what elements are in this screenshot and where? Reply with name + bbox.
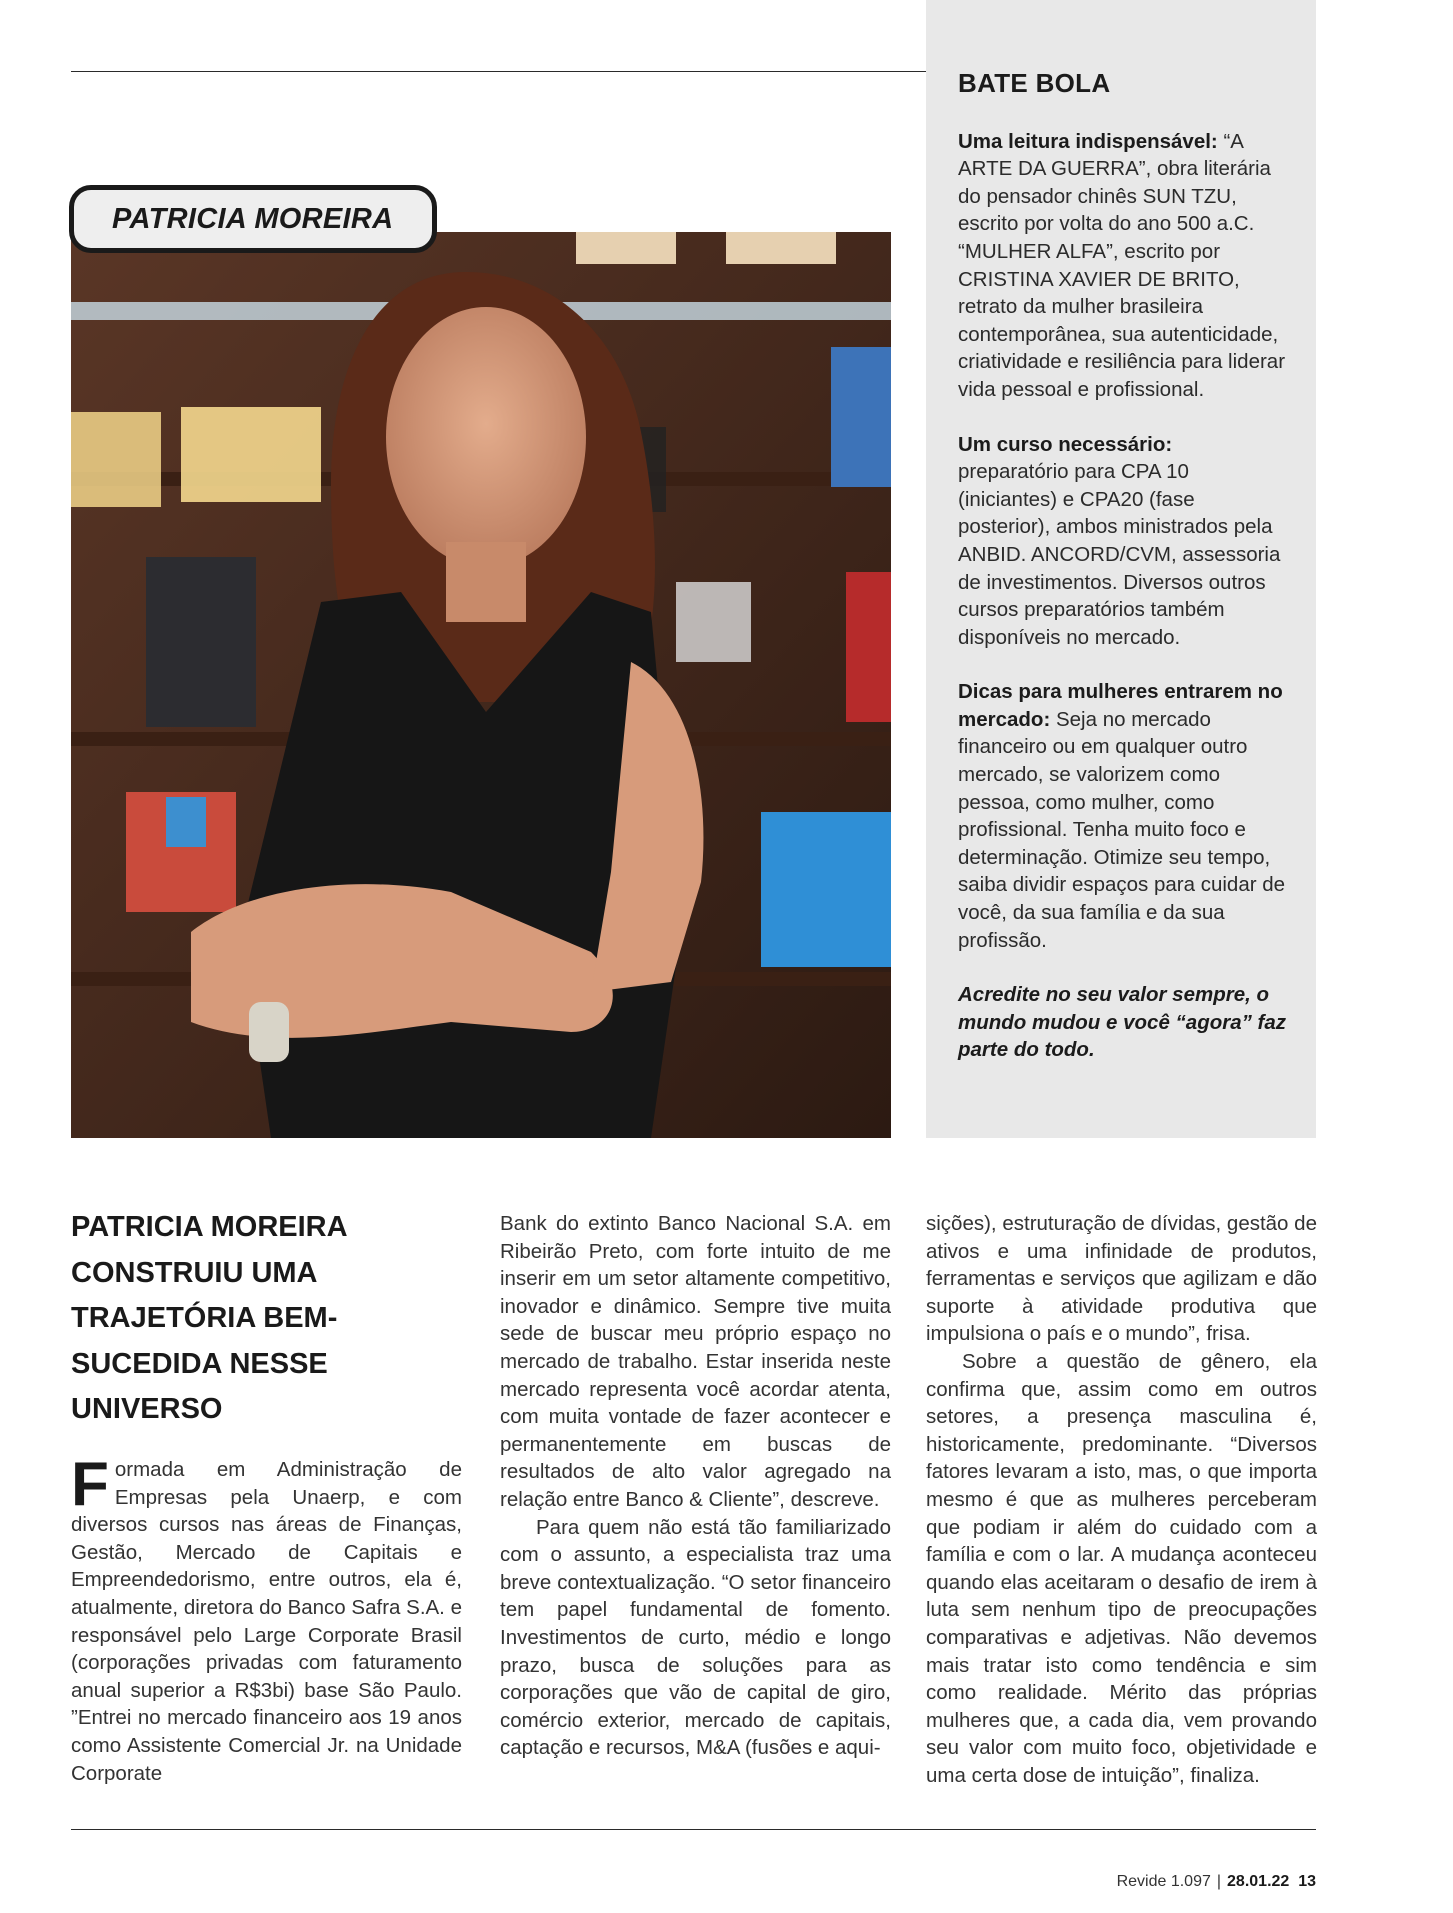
sidebar-item-tips: Dicas para mulheres entrarem no mercado: Seja no mercado financeiro ou em qualquer outro mercado, se valorizem como pessoa, como mulher, como profissional. Tenha muito foco e determinação. Otimize seu tempo, saiba dividir espaços para cuidar de você, da sua família e da sua profissão. xyxy=(958,680,1286,952)
sidebar-item-course: Um curso necessário: preparatório para CPA 10 (iniciantes) e CPA20 (fase posterior), ambos ministrados pela ANBID. ANCORD/CVM, assessoria de investimentos. Diversos outros cursos preparatórios também disponíveis no mercado. xyxy=(958,432,1281,649)
article-column-1 xyxy=(71,1450,462,1787)
sidebar-title: BATE BOLA xyxy=(958,68,1111,98)
page-number: 13 xyxy=(1298,1873,1316,1890)
portrait-photo xyxy=(71,232,891,1138)
issue-date: 28.01.22 xyxy=(1227,1873,1290,1890)
article-headline: PATRICIA MOREIRA CONSTRUIU UMA TRAJETÓRIA BEM-SUCEDIDA NESSE UNIVERSO xyxy=(71,1211,347,1425)
bottom-rule xyxy=(71,1829,1316,1830)
article-column-3 xyxy=(926,1210,1317,1789)
sidebar-closing-quote: Acredite no seu valor sempre, o mundo mudou e você “agora” faz parte do todo. xyxy=(958,983,1287,1062)
article-paragraph: sições), estruturação de dívidas, gestão de ativos e uma infinidade de produtos, ferramentas e serviços que agilizam e dão suporte à atividade produtiva que impulsiona o país e o mundo”, frisa. xyxy=(926,1212,1317,1346)
sidebar-item-reading: Uma leitura indispensável: “A ARTE DA GUERRA”, obra literária do pensador chinês SUN TZU, escrito por volta do ano 500 a.C. “MULHER ALFA”, escrito por CRISTINA XAVIER DE BRITO, retrato da mulher brasileira contemporânea, sua autenticidade, criatividade e resiliência para liderar vida pessoal e profissional. xyxy=(958,129,1286,401)
bate-bola-sidebar xyxy=(958,70,1288,1091)
article-paragraph: Sobre a questão de gênero, ela confirma que, assim como em outros setores, a presença masculina é, historicamente, predominante. “Diversos fatores levaram a isto, mas, o que importa mesmo é que as mulheres perceberam que podiam ir além do cuidado com a família e com o lar. A mudança aconteceu quando elas aceitaram o desafio de irem à luta sem nenhum tipo de preocupações comparativas e adjetivas. Não devemos mais tratar isto como tendência e sim como realidade. Mérito das próprias mulheres que, a cada dia, vem provando seu valor com muito foco, objetividade e uma certa dose de intuição”, finaliza. xyxy=(926,1349,1317,1787)
article-paragraph: Para quem não está tão familiarizado com o assunto, a especialista traz uma breve contextualização. “O setor financeiro tem papel fundamental de fomento. Investimentos de curto, médio e longo prazo, busca de soluções para as corporações que vão de capital de giro, comércio exterior, mercado de capitais, captação e recursos, M&A (fusões e aqui- xyxy=(500,1515,891,1760)
top-rule xyxy=(71,71,926,72)
article-column-2 xyxy=(500,1210,891,1762)
page-footer xyxy=(1117,1873,1316,1891)
article-paragraph: Formada em Administração de Empresas pela Unaerp, e com diversos cursos nas áreas de Finanças, Gestão, Mercado de Capitais e Empreendedorismo, entre outros, ela é, atualmente, diretora do Banco Safra S.A. e responsável pelo Large Corporate Brasil (corporações privadas com faturamento anual superior a R$3bi) base São Paulo. ”Entrei no mercado financeiro aos 19 anos como Assistente Comercial Jr. na Unidade Corporate xyxy=(71,1450,462,1785)
magazine-issue: Revide 1.097 xyxy=(1116,1873,1211,1890)
drop-cap: F xyxy=(71,1450,109,1519)
name-tag: PATRICIA MOREIRA xyxy=(69,185,437,253)
footer-separator: | xyxy=(1216,1873,1222,1890)
article-paragraph: Bank do extinto Banco Nacional S.A. em Ribeirão Preto, com forte intuito de me inserir em um setor altamente competitivo, inovador e dinâmico. Sempre tive muita sede de buscar meu próprio espaço no mercado de trabalho. Estar inserida neste mercado representa você acordar atenta, com muita vontade de fazer acontecer e permanentemente em buscas de resultados de alto valor agregado na relação entre Banco & Cliente”, descreve. xyxy=(500,1212,891,1511)
